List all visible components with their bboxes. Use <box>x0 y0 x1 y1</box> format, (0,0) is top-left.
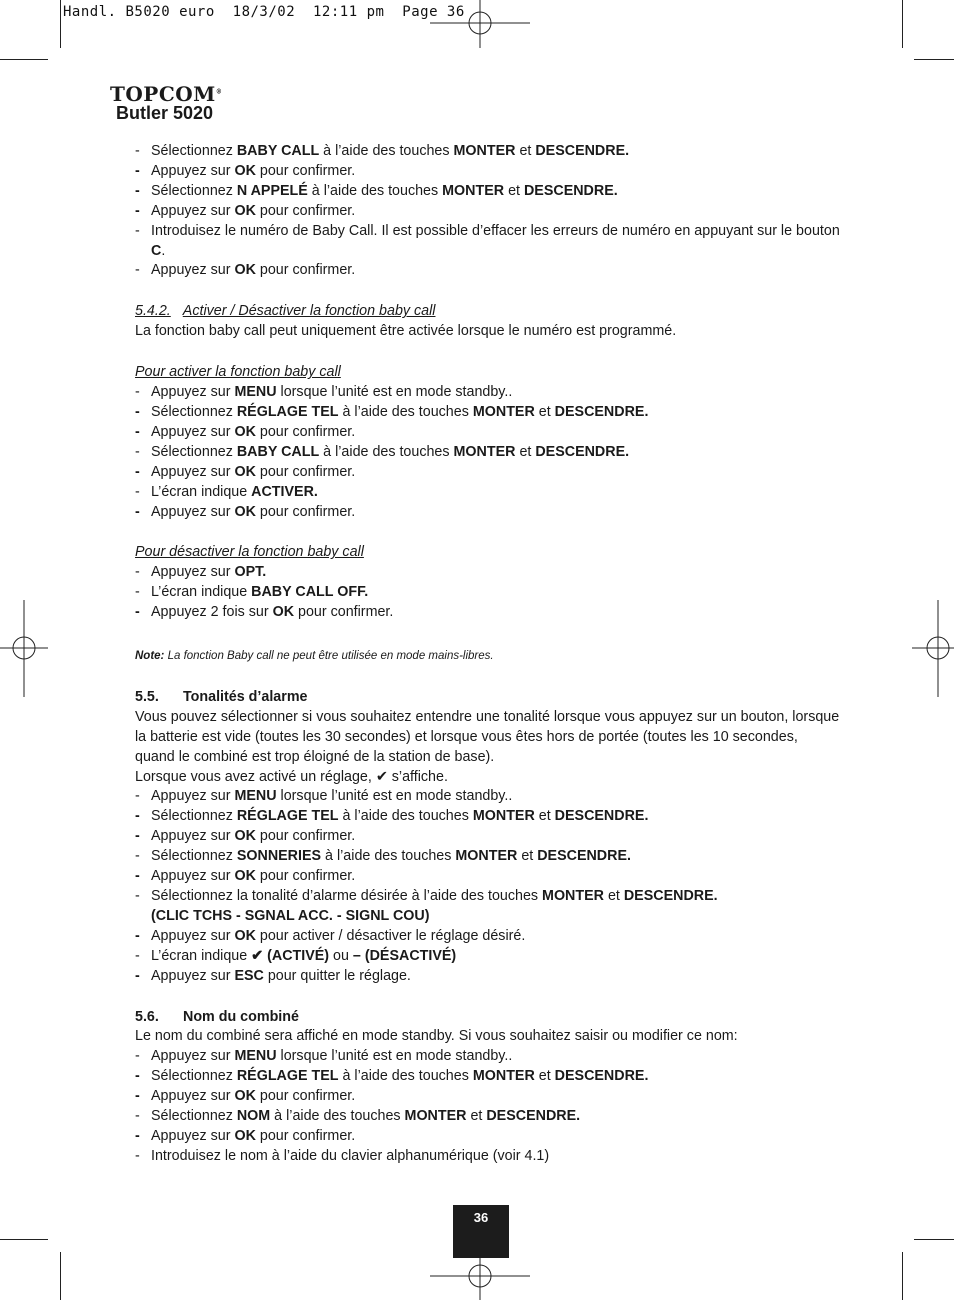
list-item <box>135 1127 840 1147</box>
note-text: La fonction Baby call ne peut être utilisée en mode mains-libres. <box>164 650 494 663</box>
list-text: à l’aide des touches <box>319 443 454 460</box>
manual-content <box>135 142 840 1167</box>
list-dash: - <box>135 423 140 440</box>
list-text: Appuyez sur <box>151 927 235 944</box>
activate-heading: Pour activer la fonction baby call <box>135 364 341 381</box>
key-label: DESCENDRE. <box>537 848 631 865</box>
crop-mark <box>0 59 48 60</box>
list-item <box>135 887 840 907</box>
key-label: MENU <box>234 788 277 805</box>
list-text: Appuyez sur <box>151 202 235 219</box>
list-dash: - <box>135 403 140 420</box>
key-label: RÉGLAGE TEL <box>236 403 339 420</box>
list-text: pour confirmer. <box>255 463 356 480</box>
key-label: DESCENDRE. <box>554 808 649 825</box>
print-slug: Handl. B5020 euro 18/3/02 12:11 pm Page 36 <box>63 4 465 20</box>
list-text: Sélectionnez la tonalité d’alarme désirée à l’aide des touches <box>151 888 543 904</box>
list-text: Sélectionnez <box>151 1108 237 1125</box>
list-dash: - <box>135 384 140 401</box>
key-label: SONNERIES <box>236 848 322 865</box>
key-label: MONTER <box>453 143 516 159</box>
list-text: pour quitter le réglage. <box>263 967 411 984</box>
list-item <box>135 583 840 603</box>
key-label: BABY CALL <box>236 443 320 460</box>
list-item <box>135 222 840 262</box>
list-dash: - <box>135 1048 140 1065</box>
list-text: à l’aide des touches <box>307 182 443 199</box>
list-item <box>135 383 840 403</box>
list-text: Appuyez sur <box>151 1048 235 1065</box>
list-item <box>135 443 840 463</box>
key-label: OK <box>234 1127 256 1144</box>
key-label: MONTER <box>442 182 505 199</box>
list-text: Sélectionnez <box>151 848 237 865</box>
logo-text: TOPCOM <box>110 82 216 106</box>
registration-mark-bottom <box>430 1253 530 1300</box>
crop-mark <box>60 0 61 48</box>
list-text: Sélectionnez <box>151 182 237 199</box>
key-label: N APPELÉ <box>236 182 308 199</box>
key-label: OK <box>234 1088 256 1105</box>
list-text: pour confirmer. <box>255 1088 356 1105</box>
key-label: BABY CALL OFF. <box>251 584 369 601</box>
list-item <box>135 847 840 867</box>
list-item <box>135 162 840 182</box>
section-paragraph: Lorsque vous avez activé un réglage, ✔ s’affiche. <box>135 768 448 785</box>
list-item <box>135 947 840 967</box>
note <box>135 647 840 667</box>
list-text: à l’aide des touches <box>338 1068 473 1085</box>
key-label: RÉGLAGE TEL <box>236 1068 339 1085</box>
list-text: L’écran indique <box>151 483 252 500</box>
key-label: C <box>151 242 162 259</box>
list-text: pour confirmer. <box>255 828 356 845</box>
list-dash: - <box>135 143 140 159</box>
list-text: Appuyez sur <box>151 384 235 401</box>
list-dash: - <box>135 1147 140 1164</box>
list-item <box>135 1067 840 1087</box>
key-label: MENU <box>234 384 277 401</box>
list-text: à l’aide des touches <box>319 143 454 159</box>
crop-mark <box>914 1239 954 1240</box>
list-text: et <box>504 182 524 199</box>
list-dash: - <box>135 788 140 805</box>
key-label: MONTER <box>472 808 535 825</box>
list-dash: - <box>135 564 140 581</box>
list-item <box>135 1087 840 1107</box>
list-item <box>135 787 840 807</box>
list-dash: - <box>135 503 140 520</box>
name-step-list <box>135 1047 840 1166</box>
list-item <box>135 867 840 887</box>
list-dash: - <box>135 927 140 944</box>
list-text: Appuyez sur <box>151 463 235 480</box>
activate-step-list <box>135 383 840 522</box>
subsection-intro: La fonction baby call peut uniquement être activée lorsque le numéro est programmé. <box>135 323 677 340</box>
list-dash: - <box>135 1068 140 1085</box>
list-text: pour confirmer. <box>255 1127 356 1144</box>
list-item <box>135 603 840 623</box>
list-text: Appuyez sur <box>151 564 235 581</box>
registration-mark-left <box>0 600 48 697</box>
list-text: pour confirmer. <box>255 868 356 885</box>
list-text: pour confirmer. <box>255 262 356 279</box>
section-title: Nom du combiné <box>183 1008 299 1025</box>
key-label: RÉGLAGE TEL <box>236 808 339 825</box>
list-dash: - <box>135 443 140 460</box>
list-text: et <box>517 848 538 865</box>
list-item <box>135 261 840 281</box>
key-label: DESCENDRE. <box>554 403 649 420</box>
key-label: MONTER <box>472 1068 535 1085</box>
list-dash: - <box>135 222 140 239</box>
list-dash: - <box>135 808 140 825</box>
list-text: et <box>534 403 555 420</box>
list-text: Sélectionnez <box>151 443 237 460</box>
key-label: NOM <box>236 1108 271 1125</box>
list-dash: - <box>135 584 140 601</box>
list-text: lorsque l’unité est en mode standby.. <box>276 384 513 401</box>
key-label: OK <box>234 503 256 520</box>
list-dash: - <box>135 202 140 219</box>
list-item <box>135 142 840 162</box>
list-text: et <box>466 1108 487 1125</box>
section-title: Tonalités d’alarme <box>183 688 308 705</box>
list-text: et <box>534 808 555 825</box>
crop-mark <box>0 1239 48 1240</box>
list-text: et <box>515 143 536 159</box>
list-text: pour confirmer. <box>255 423 356 440</box>
list-dash: - <box>135 1108 140 1125</box>
list-text: à l’aide des touches <box>270 1108 405 1125</box>
key-label: DESCENDRE. <box>535 443 630 460</box>
list-text: Appuyez sur <box>151 503 235 520</box>
key-label: OK <box>234 828 256 845</box>
key-label: OK <box>234 162 256 179</box>
subsection-number: 5.4.2. <box>135 303 171 320</box>
list-text: Appuyez sur <box>151 868 235 885</box>
note-label: Note: <box>135 650 165 663</box>
key-label: MONTER <box>455 848 518 865</box>
key-label: OK <box>234 202 256 219</box>
key-label: OK <box>234 423 256 440</box>
list-item <box>135 827 840 847</box>
key-label: OK <box>234 463 256 480</box>
list-dash: - <box>135 967 140 984</box>
list-dash: - <box>135 1127 140 1144</box>
key-label: MONTER <box>404 1108 467 1125</box>
list-item <box>135 202 840 222</box>
list-text: pour confirmer. <box>255 503 356 520</box>
section-paragraph: Vous pouvez sélectionner si vous souhaitez entendre une tonalité lorsque vous appuyez sur un bouton, lorsque la batterie est vide (toutes les 30 secondes) et lorsque vous êtes hors de portée (toutes les 10 secondes, quand le combiné est trop éloigné de la station de base). <box>135 708 840 765</box>
model-name: Butler 5020 <box>116 103 214 123</box>
list-dash: - <box>135 828 140 845</box>
list-item <box>135 483 840 503</box>
list-text: Appuyez sur <box>151 1127 235 1144</box>
key-label: ESC <box>234 967 264 984</box>
list-item <box>135 403 840 423</box>
list-dash: - <box>135 463 140 480</box>
list-text: ou <box>329 947 353 964</box>
section-heading-alarm <box>135 688 840 708</box>
list-text: et <box>603 888 624 904</box>
list-text: lorsque l’unité est en mode standby.. <box>276 1048 513 1065</box>
list-text: Appuyez sur <box>151 788 235 805</box>
list-text: à l’aide des touches <box>338 808 473 825</box>
key-label: ACTIVER. <box>251 483 318 500</box>
list-item <box>135 927 840 947</box>
list-text: Sélectionnez <box>151 143 237 159</box>
registration-mark-right <box>906 600 954 697</box>
list-text: Appuyez sur <box>151 1088 235 1105</box>
crop-mark <box>902 1252 903 1300</box>
key-label: MONTER <box>472 403 535 420</box>
alarm-step-list <box>135 787 840 906</box>
list-text: pour confirmer. <box>294 604 394 621</box>
list-text: Appuyez sur <box>151 967 235 984</box>
key-label: OK <box>234 927 256 944</box>
step-list <box>135 142 840 281</box>
key-label: DESCENDRE. <box>486 1108 581 1125</box>
list-item <box>135 1147 840 1167</box>
list-text: et <box>534 1068 555 1085</box>
list-text: pour confirmer. <box>255 162 356 179</box>
list-text: L’écran indique <box>151 584 252 601</box>
list-text: lorsque l’unité est en mode standby.. <box>276 788 513 805</box>
list-item <box>135 1047 840 1067</box>
section-number: 5.6. <box>135 1008 159 1025</box>
list-dash: - <box>135 604 140 621</box>
key-label: ✔ (ACTIVÉ) <box>251 947 330 964</box>
section-heading-name <box>135 1008 840 1028</box>
list-text: à l’aide des touches <box>321 848 456 865</box>
list-dash: - <box>135 1088 140 1105</box>
list-item <box>135 1107 840 1127</box>
list-text: Appuyez 2 fois sur <box>151 604 273 621</box>
key-label: OK <box>272 604 295 621</box>
list-text: Sélectionnez <box>151 403 237 420</box>
key-label: OK <box>234 262 256 279</box>
list-item <box>135 807 840 827</box>
list-text: Introduisez le nom à l’aide du clavier alphanumérique (voir 4.1) <box>151 1147 550 1164</box>
key-label: DESCENDRE. <box>535 143 630 159</box>
key-label: DESCENDRE. <box>623 888 718 904</box>
deactivate-step-list <box>135 563 840 623</box>
list-item <box>135 967 840 987</box>
list-text: . <box>161 242 166 259</box>
key-label: BABY CALL <box>236 143 320 159</box>
list-text: Appuyez sur <box>151 828 235 845</box>
list-text: Sélectionnez <box>151 1068 237 1085</box>
key-label: OK <box>234 868 256 885</box>
list-dash: - <box>135 888 140 904</box>
alarm-step-list-cont <box>135 927 840 987</box>
section-number: 5.5. <box>135 688 159 705</box>
list-dash: - <box>135 848 140 865</box>
list-dash: - <box>135 262 140 279</box>
list-dash: - <box>135 947 140 964</box>
list-item <box>135 503 840 523</box>
list-dash: - <box>135 483 140 500</box>
crop-mark <box>914 59 954 60</box>
key-label: DESCENDRE. <box>523 182 618 199</box>
key-label: DESCENDRE. <box>554 1068 649 1085</box>
key-label: MENU <box>234 1048 277 1065</box>
list-dash: - <box>135 868 140 885</box>
section-paragraph: Le nom du combiné sera affiché en mode standby. Si vous souhaitez saisir ou modifier ce nom: <box>135 1028 738 1045</box>
list-text: Appuyez sur <box>151 262 235 279</box>
page-number: 36 <box>453 1205 509 1258</box>
subsection-title: Activer / Désactiver la fonction baby call <box>182 303 436 320</box>
list-item <box>135 182 840 202</box>
list-item <box>135 563 840 583</box>
list-text: Appuyez sur <box>151 423 235 440</box>
key-label: – (DÉSACTIVÉ) <box>352 947 457 964</box>
list-text: Introduisez le numéro de Baby Call. Il est possible d’effacer les erreurs de numéro en appuyant sur le bouton <box>151 222 840 239</box>
subsection-heading <box>135 302 840 322</box>
key-label: MONTER <box>453 443 516 460</box>
list-dash: - <box>135 162 140 179</box>
key-label: MONTER <box>542 888 604 904</box>
list-text: Appuyez sur <box>151 162 235 179</box>
list-text: et <box>515 443 536 460</box>
list-text: pour confirmer. <box>255 202 356 219</box>
list-item <box>135 463 840 483</box>
logo-registered-mark: ® <box>215 88 223 96</box>
crop-mark <box>60 1252 61 1300</box>
alarm-options: (CLIC TCHS - SGNAL ACC. - SIGNL COU) <box>151 907 430 924</box>
crop-mark <box>902 0 903 48</box>
list-text: L’écran indique <box>151 947 252 964</box>
list-text: à l’aide des touches <box>338 403 473 420</box>
list-text: pour activer / désactiver le réglage désiré. <box>255 927 526 944</box>
deactivate-heading: Pour désactiver la fonction baby call <box>135 544 364 561</box>
list-text: Sélectionnez <box>151 808 237 825</box>
list-dash: - <box>135 182 140 199</box>
key-label: OPT. <box>234 564 267 581</box>
list-item <box>135 423 840 443</box>
